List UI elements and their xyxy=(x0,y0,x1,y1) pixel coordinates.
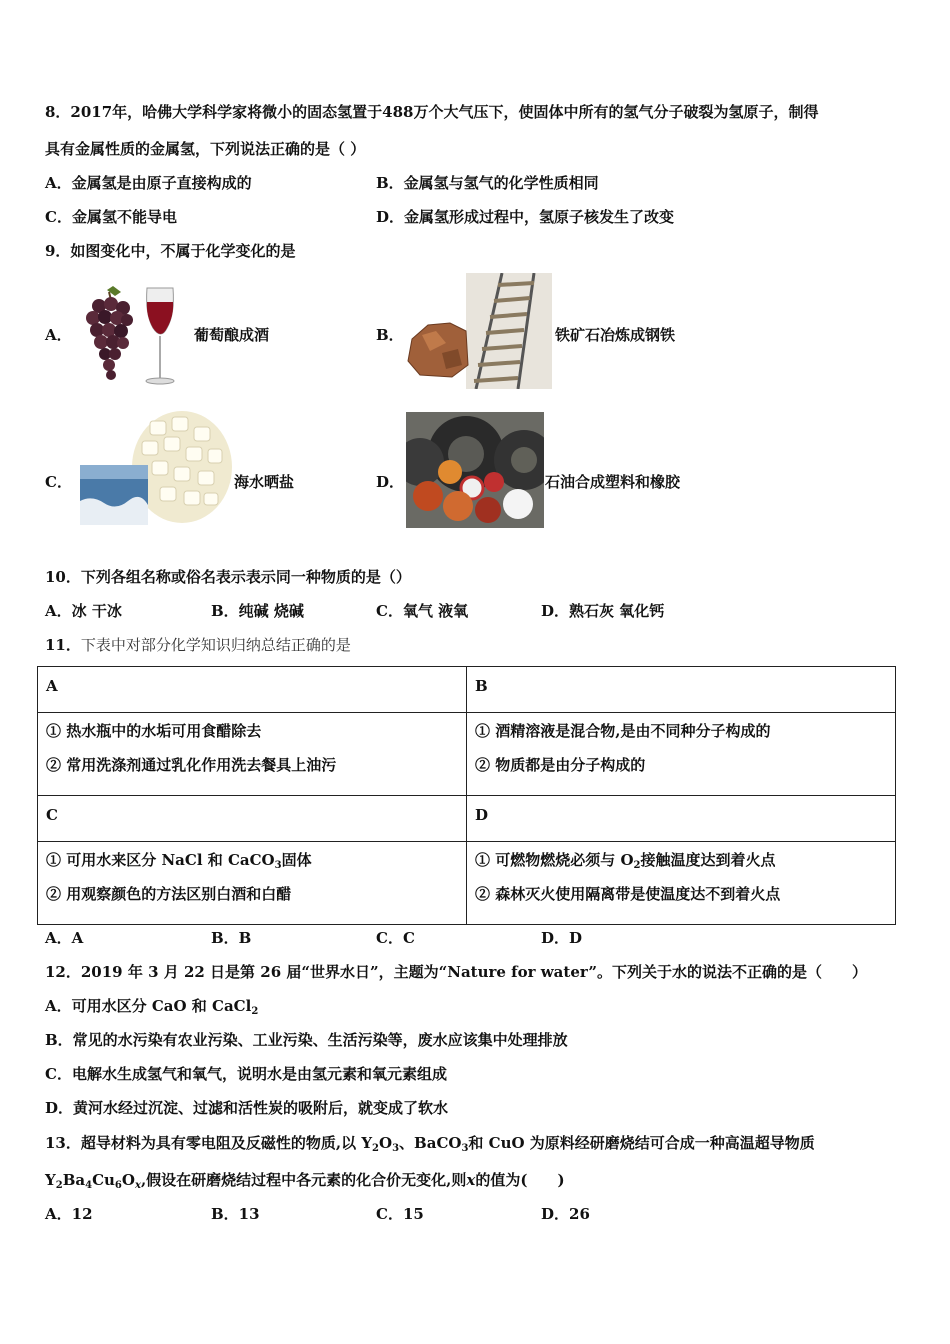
cell-a-header: A xyxy=(38,667,467,713)
cell-d-item-1: ① 可燃物燃烧必须与 $O_2$接触温度达到着火点 xyxy=(475,851,776,871)
cell-c-item-1: ① 可用水来区分 NaCl 和 CaCO$_3$固体 xyxy=(46,851,312,871)
q12-option-c[interactable]: C．电解水生成氢气和氧气，说明水是由氢元素和氧元素组成 xyxy=(45,1065,447,1083)
q9-option-b-caption: 铁矿石冶炼成钢铁 xyxy=(555,326,676,344)
cell-b-item-1: ① 酒精溶液是混合物,是由不同种分子构成的 xyxy=(475,722,771,740)
q13-stem-line1: 13．超导材料为具有零电阻及反磁性的物质,以 $Y_2O_3$、BaCO$_3$和 CuO 为原料经研磨烧结可合成一种高温超导物质 xyxy=(45,1134,815,1154)
q10-stem: 10．下列各组名称或俗名表示表示同一种物质的是（） xyxy=(45,568,411,586)
ore-railway-image xyxy=(406,273,552,389)
q8-option-d[interactable]: D．金属氢形成过程中，氢原子核发生了改变 xyxy=(376,208,675,226)
q11-option-d[interactable]: D．D xyxy=(541,929,583,947)
q11-stem-text: 下表中对部分化学知识归纳总结正确的是 xyxy=(80,636,351,654)
sea-water-icon xyxy=(80,465,148,525)
q10-option-d[interactable]: D．熟石灰 氧化钙 xyxy=(541,602,665,620)
q9-option-d-caption: 石油合成塑料和橡胶 xyxy=(545,473,681,491)
q12-stem: 12．2019 年 3 月 22 日是第 26 届“世界水日”，主题为“Nature for water”。下列关于水的说法不正确的是（ ） xyxy=(45,963,867,981)
q13-option-c[interactable]: C．15 xyxy=(376,1205,424,1223)
superconductor-formula: $Y_2Ba_4Cu_6O_x$ xyxy=(45,1171,141,1191)
q8-stem-line2: 具有金属性质的金属氢，下列说法正确的是（ ） xyxy=(45,140,366,158)
q9-option-d-letter[interactable]: D． xyxy=(376,473,405,491)
knowledge-summary-table xyxy=(37,666,896,925)
tires-balls-image xyxy=(406,412,544,528)
q13-stem-line2: $Y_2Ba_4Cu_6O_x$,假设在研磨烧结过程中各元素的化合价无变化,则x的值为( ) xyxy=(45,1171,565,1191)
q11-option-c[interactable]: C．C xyxy=(376,929,415,947)
cell-d-body xyxy=(467,842,896,925)
q11-stem xyxy=(45,635,351,655)
cell-c-item-2: ② 用观察颜色的方法区别白酒和白醋 xyxy=(46,885,292,903)
q10-option-b[interactable]: B．纯碱 烧碱 xyxy=(211,602,304,620)
cell-d-item-2: ② 森林灭火使用隔离带是使温度达不到着火点 xyxy=(475,885,781,903)
q8-option-c[interactable]: C．金属氢不能导电 xyxy=(45,208,177,226)
q12-option-d[interactable]: D．黄河水经过沉淀、过滤和活性炭的吸附后，就变成了软水 xyxy=(45,1099,449,1117)
q13-option-a[interactable]: A．12 xyxy=(45,1205,93,1223)
q9-option-b-letter[interactable]: B． xyxy=(376,326,404,344)
cell-c-body xyxy=(38,842,467,925)
q9-stem: 9．如图变化中，不属于化学变化的是 xyxy=(45,242,296,260)
q9-option-a-caption: 葡萄酿成酒 xyxy=(194,326,270,344)
q8-option-a[interactable]: A．金属氢是由原子直接构成的 xyxy=(45,174,252,192)
q11-option-a[interactable]: A．A xyxy=(45,929,84,947)
grape-bunch-icon xyxy=(86,286,133,380)
cell-b-item-2: ② 物质都是由分子构成的 xyxy=(475,756,646,774)
cell-a-item-2: ② 常用洗涤剂通过乳化作用洗去餐具上油污 xyxy=(46,756,337,774)
iron-ore-icon xyxy=(408,323,468,377)
cell-a-item-1: ① 热水瓶中的水垢可用食醋除去 xyxy=(46,722,262,740)
cell-d-header: D xyxy=(467,796,896,842)
grape-wine-image xyxy=(75,284,190,388)
q11-option-b[interactable]: B．B xyxy=(211,929,252,947)
cell-c-header: C xyxy=(38,796,467,842)
cell-b-body xyxy=(467,713,896,796)
q13-option-d[interactable]: D．26 xyxy=(541,1205,590,1223)
q12-option-a[interactable]: A．可用水区分 CaO 和 CaCl$_2$ xyxy=(45,997,259,1017)
q8-option-b[interactable]: B．金属氢与氢气的化学性质相同 xyxy=(376,174,599,192)
cell-a-body xyxy=(38,713,467,796)
q9-option-a-letter[interactable]: A． xyxy=(45,326,72,344)
cell-b-header: B xyxy=(467,667,896,713)
q12-option-b[interactable]: B．常见的水污染有农业污染、工业污染、生活污染等，废水应该集中处理排放 xyxy=(45,1031,568,1049)
q9-option-c-letter[interactable]: C． xyxy=(45,473,72,491)
q11-number: 11． xyxy=(45,636,81,654)
wine-glass-icon xyxy=(146,288,174,384)
sea-salt-image xyxy=(80,407,232,527)
q10-option-c[interactable]: C．氧气 液氧 xyxy=(376,602,469,620)
q8-stem-line1: 8．2017年，哈佛大学科学家将微小的固态氢置于488万个大气压下，使固体中所有的氢气分子破裂为氢原子，制得 xyxy=(45,103,819,121)
q13-option-b[interactable]: B．13 xyxy=(211,1205,260,1223)
q10-option-a[interactable]: A．冰 干冰 xyxy=(45,602,122,620)
q9-option-c-caption: 海水晒盐 xyxy=(234,473,295,491)
